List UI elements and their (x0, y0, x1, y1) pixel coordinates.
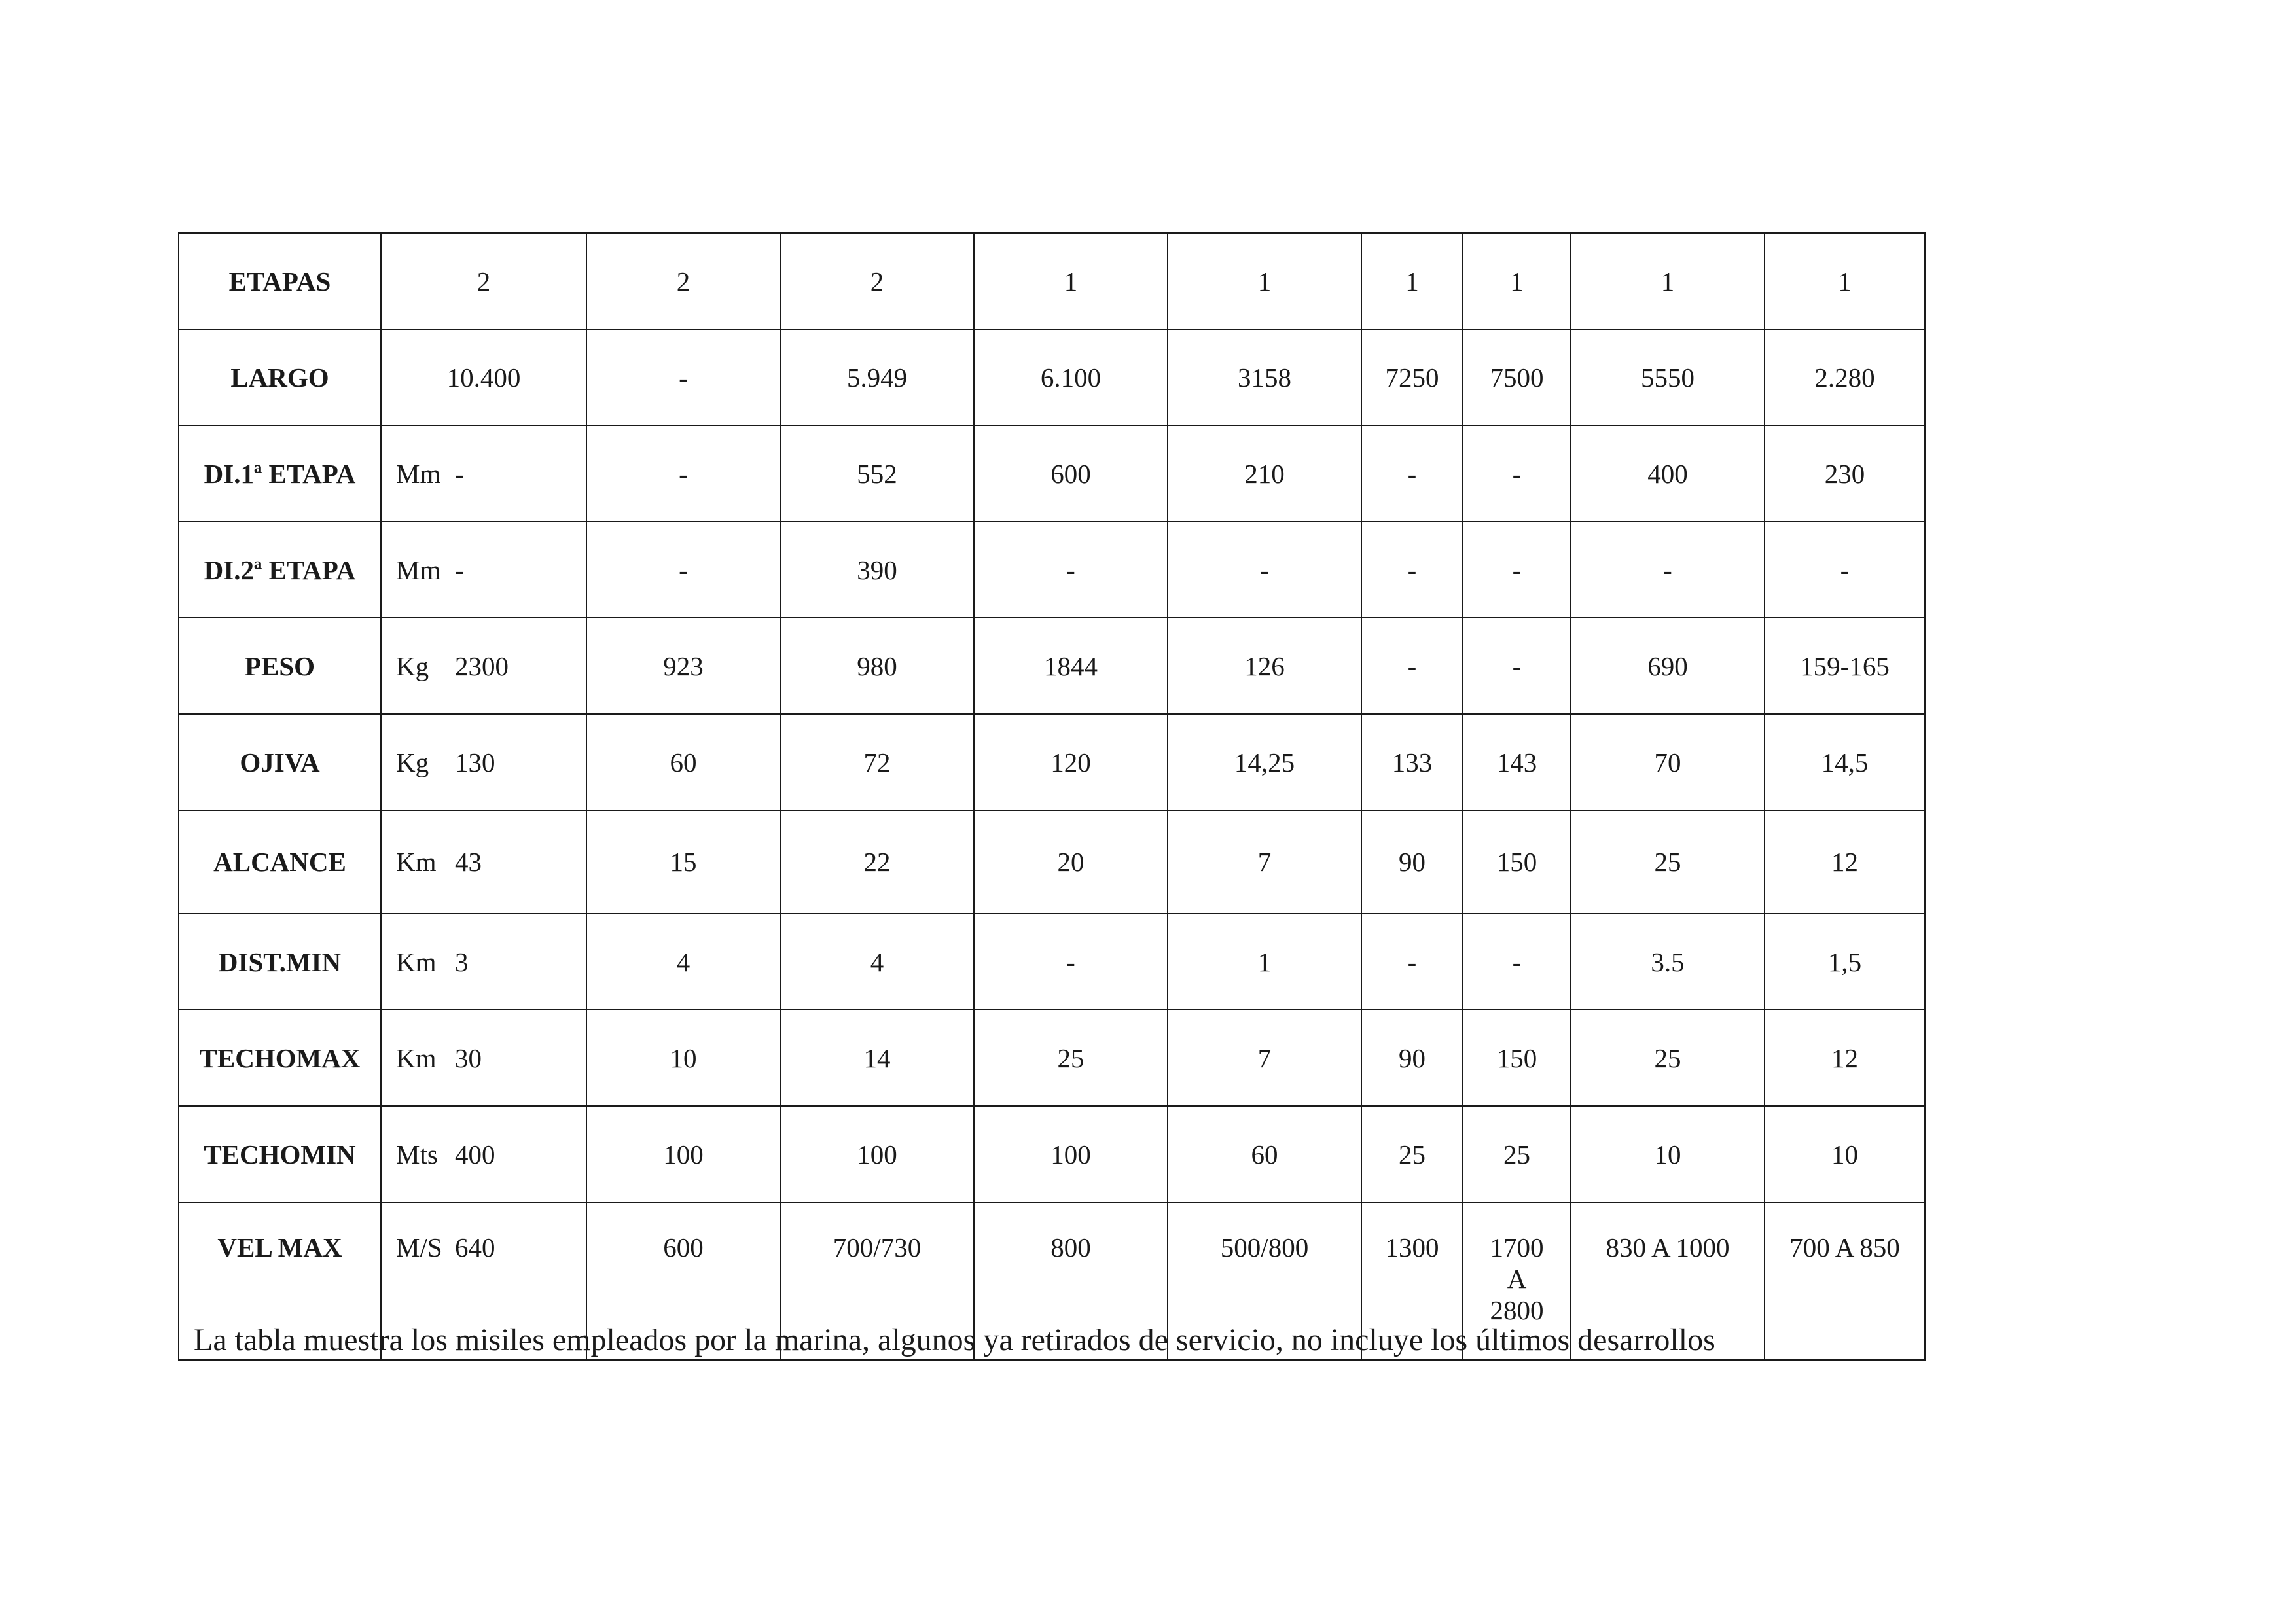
cell-value: 43 (455, 847, 482, 877)
table-body (179, 233, 1925, 1360)
unit-label: Mts (396, 1139, 438, 1169)
first-value-cell (381, 1010, 586, 1106)
table-cell: - (586, 522, 780, 618)
table-row (179, 1106, 1925, 1202)
unit-label: Km (396, 847, 437, 877)
row-header: ALCANCE (179, 810, 381, 914)
table-cell: 100 (586, 1106, 780, 1202)
table-cell: 72 (780, 714, 974, 810)
table-cell: 700 A 850 (1765, 1202, 1925, 1360)
first-value-cell (381, 714, 586, 810)
table-cell: 10 (586, 1010, 780, 1106)
table-cell: 390 (780, 522, 974, 618)
table-cell: 4 (586, 914, 780, 1010)
first-value-cell (381, 810, 586, 914)
table-cell: 830 A 1000 (1571, 1202, 1765, 1360)
row-header: VEL MAX (179, 1202, 381, 1360)
unit-label: Kg (396, 747, 429, 777)
table-row (179, 810, 1925, 914)
table-row (179, 914, 1925, 1010)
table-cell: 25 (974, 1010, 1168, 1106)
table-row (179, 1010, 1925, 1106)
table-cell: 22 (780, 810, 974, 914)
table-cell: 1300 (1361, 1202, 1463, 1360)
table-cell: 1 (1571, 233, 1765, 329)
table-row (179, 522, 1925, 618)
row-header: ETAPAS (179, 233, 381, 329)
row-header: DI.2ª ETAPA (179, 522, 381, 618)
table-cell: 14,5 (1765, 714, 1925, 810)
table-cell: - (1571, 522, 1765, 618)
table-cell: 1 (1168, 914, 1361, 1010)
table-cell: 1844 (974, 618, 1168, 714)
table-cell: 143 (1463, 714, 1571, 810)
table-cell: 800 (974, 1202, 1168, 1360)
table-cell: 90 (1361, 1010, 1463, 1106)
table-cell: - (1463, 522, 1571, 618)
table-cell: 150 (1463, 810, 1571, 914)
table-cell: - (1361, 522, 1463, 618)
table-cell: 4 (780, 914, 974, 1010)
first-value-cell (381, 425, 586, 522)
table-cell: 60 (586, 714, 780, 810)
table-cell: 20 (974, 810, 1168, 914)
table-cell: 133 (1361, 714, 1463, 810)
table-cell: 25 (1361, 1106, 1463, 1202)
row-header: TECHOMAX (179, 1010, 381, 1106)
table-cell: 1 (1765, 233, 1925, 329)
table-cell: 120 (974, 714, 1168, 810)
unit-label: Km (396, 946, 437, 977)
table-cell: 25 (1463, 1106, 1571, 1202)
first-value-cell: 2 (381, 233, 586, 329)
table-cell: 100 (974, 1106, 1168, 1202)
table-cell: 126 (1168, 618, 1361, 714)
row-header: OJIVA (179, 714, 381, 810)
cell-value: 30 (455, 1043, 482, 1073)
table-cell: - (586, 425, 780, 522)
unit-label: M/S (396, 1232, 442, 1262)
table-row (179, 618, 1925, 714)
unit-label: Km (396, 1043, 437, 1073)
table-cell: 159-165 (1765, 618, 1925, 714)
table-cell: 100 (780, 1106, 974, 1202)
table-cell: - (1361, 425, 1463, 522)
cell-value: 130 (455, 747, 495, 777)
table-row (179, 233, 1925, 329)
first-value-cell (381, 1106, 586, 1202)
unit-label: Mm (396, 554, 441, 585)
first-value-cell (381, 914, 586, 1010)
table-cell: - (586, 329, 780, 425)
table-cell: 70 (1571, 714, 1765, 810)
table-cell: 12 (1765, 1010, 1925, 1106)
row-header: LARGO (179, 329, 381, 425)
table-cell: 980 (780, 618, 974, 714)
table-cell: 1 (1168, 233, 1361, 329)
table-cell: 1 (1463, 233, 1571, 329)
table-cell: 12 (1765, 810, 1925, 914)
table-row (179, 714, 1925, 810)
table-cell: 10 (1765, 1106, 1925, 1202)
table-cell: 5.949 (780, 329, 974, 425)
table-cell: 600 (586, 1202, 780, 1360)
table-cell: 2.280 (1765, 329, 1925, 425)
table-row (179, 329, 1925, 425)
table-cell: 500/800 (1168, 1202, 1361, 1360)
table-cell: 923 (586, 618, 780, 714)
table-cell: - (1463, 618, 1571, 714)
table-cell: - (974, 914, 1168, 1010)
table-cell: 14 (780, 1010, 974, 1106)
table-cell: 230 (1765, 425, 1925, 522)
table-cell: - (1361, 618, 1463, 714)
table-cell: 7 (1168, 1010, 1361, 1106)
unit-label: Kg (396, 651, 429, 681)
row-header: TECHOMIN (179, 1106, 381, 1202)
table-cell: 600 (974, 425, 1168, 522)
table-cell: - (974, 522, 1168, 618)
table-cell: 210 (1168, 425, 1361, 522)
cell-value: 3 (455, 946, 469, 977)
table-cell: - (1361, 914, 1463, 1010)
cell-value: 2300 (455, 651, 509, 681)
table-cell: 690 (1571, 618, 1765, 714)
row-header: DIST.MIN (179, 914, 381, 1010)
table-cell: 5550 (1571, 329, 1765, 425)
table-cell: 1,5 (1765, 914, 1925, 1010)
table-cell: - (1765, 522, 1925, 618)
table-cell: 7500 (1463, 329, 1571, 425)
table-cell: 2 (586, 233, 780, 329)
table-cell: 25 (1571, 810, 1765, 914)
table-cell: 3158 (1168, 329, 1361, 425)
unit-label: Mm (396, 458, 441, 489)
first-value-cell (381, 618, 586, 714)
table-row (179, 425, 1925, 522)
table-cell: - (1463, 914, 1571, 1010)
table-cell: 400 (1571, 425, 1765, 522)
cell-value: - (455, 554, 464, 585)
table-cell: 25 (1571, 1010, 1765, 1106)
table-cell: 14,25 (1168, 714, 1361, 810)
row-header: PESO (179, 618, 381, 714)
table-cell: 150 (1463, 1010, 1571, 1106)
table-cell: 1 (974, 233, 1168, 329)
table-cell: 10 (1571, 1106, 1765, 1202)
cell-value: 640 (455, 1232, 495, 1262)
table-cell: 6.100 (974, 329, 1168, 425)
table-cell: 1 (1361, 233, 1463, 329)
table-cell: 1700 A 2800 (1463, 1202, 1571, 1360)
table-cell: 90 (1361, 810, 1463, 914)
cell-value: 400 (455, 1139, 495, 1169)
first-value-cell (381, 522, 586, 618)
cell-value: - (455, 458, 464, 489)
first-value-cell: 10.400 (381, 329, 586, 425)
table-cell: 3.5 (1571, 914, 1765, 1010)
table-cell: 2 (780, 233, 974, 329)
table-cell: - (1168, 522, 1361, 618)
row-header: DI.1ª ETAPA (179, 425, 381, 522)
table-cell: 552 (780, 425, 974, 522)
table-cell: 7250 (1361, 329, 1463, 425)
table-cell: 7 (1168, 810, 1361, 914)
table-cell: - (1463, 425, 1571, 522)
table-cell: 700/730 (780, 1202, 974, 1360)
table-caption: La tabla muestra los misiles empleados por la marina, algunos ya retirados de servicio, no incluye los últimos desarrollos (194, 1323, 1715, 1357)
table-cell: 60 (1168, 1106, 1361, 1202)
table-cell: 15 (586, 810, 780, 914)
missile-specs-table (178, 232, 1926, 1361)
